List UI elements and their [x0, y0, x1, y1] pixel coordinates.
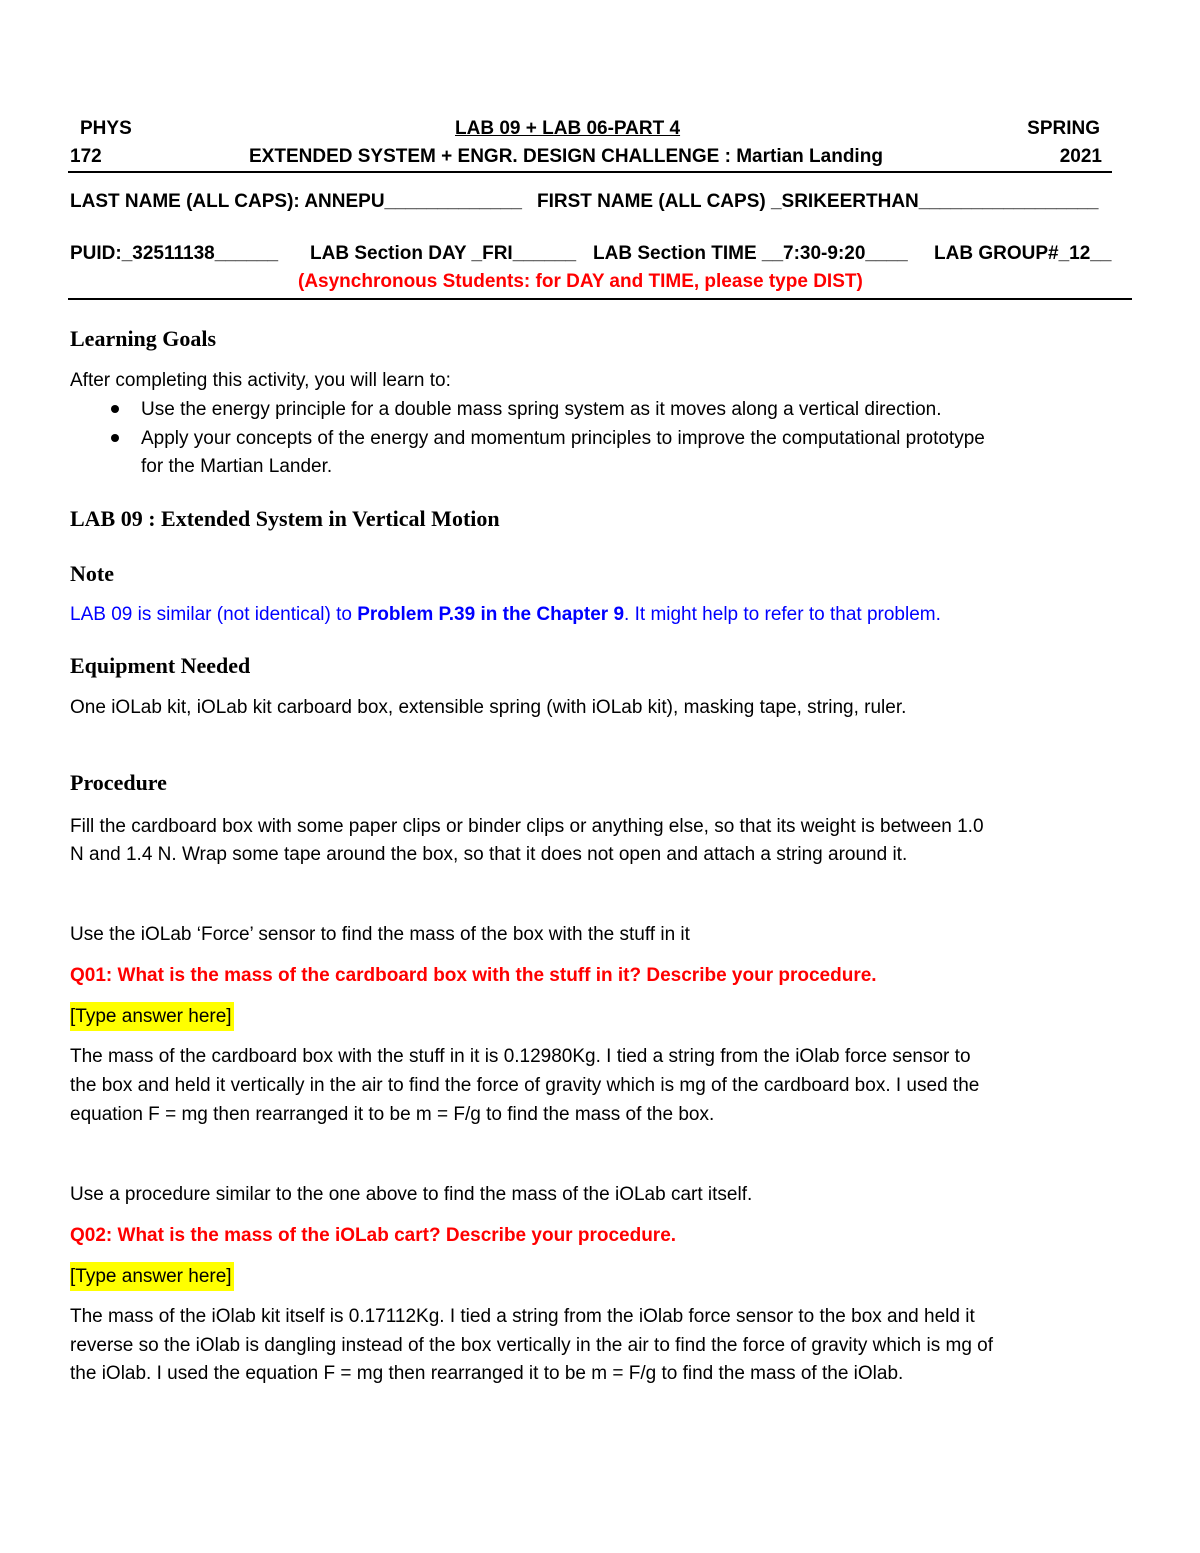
- bullet-icon: [111, 434, 119, 442]
- q01-answer-line: The mass of the cardboard box with the stuff in it is 0.12980Kg. I tied a string from the iOlab force sensor to: [70, 1046, 971, 1067]
- first-name-field: FIRST NAME (ALL CAPS) _SRIKEERTHAN_________________: [537, 191, 1099, 212]
- lab-subtitle: EXTENDED SYSTEM + ENGR. DESIGN CHALLENGE : Martian Landing: [249, 146, 883, 167]
- procedure-heading: Procedure: [70, 770, 167, 795]
- learning-goal-item: Use the energy principle for a double mass spring system as it moves along a vertical direction.: [141, 399, 942, 420]
- procedure-text-line: N and 1.4 N. Wrap some tape around the box, so that it does not open and attach a string around it.: [70, 844, 908, 865]
- learning-goal-item-continued: for the Martian Lander.: [141, 456, 333, 477]
- async-note: (Asynchronous Students: for DAY and TIME, please type DIST): [298, 271, 863, 292]
- last-name-field: LAST NAME (ALL CAPS): ANNEPU_____________: [70, 191, 522, 212]
- equipment-text: One iOLab kit, iOLab kit carboard box, extensible spring (with iOLab kit), masking tape, string, ruler.: [70, 697, 907, 718]
- lab-time-field: LAB Section TIME __7:30-9:20____: [593, 243, 908, 264]
- q02-question: Q02: What is the mass of the iOLab cart? Describe your procedure.: [70, 1225, 677, 1246]
- problem-ref: Problem P.39: [357, 604, 476, 625]
- note-text-part: . It might help to refer to that problem.: [624, 604, 941, 625]
- note-heading: Note: [70, 561, 114, 586]
- procedure-text-line: Fill the cardboard box with some paper clips or binder clips or anything else, so that its weight is between 1.0: [70, 816, 984, 837]
- q02-answer-line: the iOlab. I used the equation F = mg then rearranged it to be m = F/g to find the mass of the iOlab.: [70, 1363, 904, 1384]
- q01-question: Q01: What is the mass of the cardboard box with the stuff in it? Describe your procedure.: [70, 965, 877, 986]
- course-dept: PHYS: [80, 118, 132, 139]
- chapter-ref: Chapter 9: [536, 604, 625, 625]
- note-text-part: in the: [475, 604, 537, 625]
- q01-answer-line: the box and held it vertically in the air to find the force of gravity which is mg of the cardboard box. I used the: [70, 1075, 980, 1096]
- header-rule: [68, 171, 1112, 173]
- puid-field: PUID:_32511138______: [70, 243, 279, 264]
- bullet-icon: [111, 405, 119, 413]
- learning-goals-intro: After completing this activity, you will learn to:: [70, 370, 451, 391]
- equipment-heading: Equipment Needed: [70, 653, 251, 678]
- q01-answer-placeholder: [Type answer here]: [70, 1002, 234, 1031]
- force-sensor-instruction: Use the iOLab ‘Force’ sensor to find the mass of the box with the stuff in it: [70, 924, 690, 945]
- student-rule: [68, 298, 1132, 300]
- q02-answer-line: reverse so the iOlab is dangling instead of the box vertically in the air to find the force of gravity which is mg of: [70, 1335, 994, 1356]
- q02-answer-placeholder: [Type answer here]: [70, 1262, 234, 1291]
- note-text: [70, 600, 941, 629]
- q02-answer-line: The mass of the iOlab kit itself is 0.17112Kg. I tied a string from the iOlab force sensor to the box and held it: [70, 1306, 975, 1327]
- term-season: SPRING: [1027, 118, 1100, 139]
- lab-title: LAB 09 + LAB 06-PART 4: [455, 118, 681, 139]
- cart-mass-instruction: Use a procedure similar to the one above to find the mass of the iOLab cart itself.: [70, 1184, 753, 1205]
- lab09-heading: LAB 09 : Extended System in Vertical Motion: [70, 506, 500, 531]
- lab-group-field: LAB GROUP#_12__: [934, 243, 1112, 264]
- lab-day-field: LAB Section DAY _FRI______: [310, 243, 577, 264]
- note-text-part: LAB 09 is similar (not identical) to: [70, 604, 358, 625]
- learning-goal-item: Apply your concepts of the energy and momentum principles to improve the computational prototype: [141, 428, 985, 449]
- q01-answer-line: equation F = mg then rearranged it to be m = F/g to find the mass of the box.: [70, 1104, 715, 1125]
- learning-goals-heading: Learning Goals: [70, 326, 217, 351]
- term-year: 2021: [1059, 146, 1102, 167]
- course-number: 172: [70, 146, 102, 167]
